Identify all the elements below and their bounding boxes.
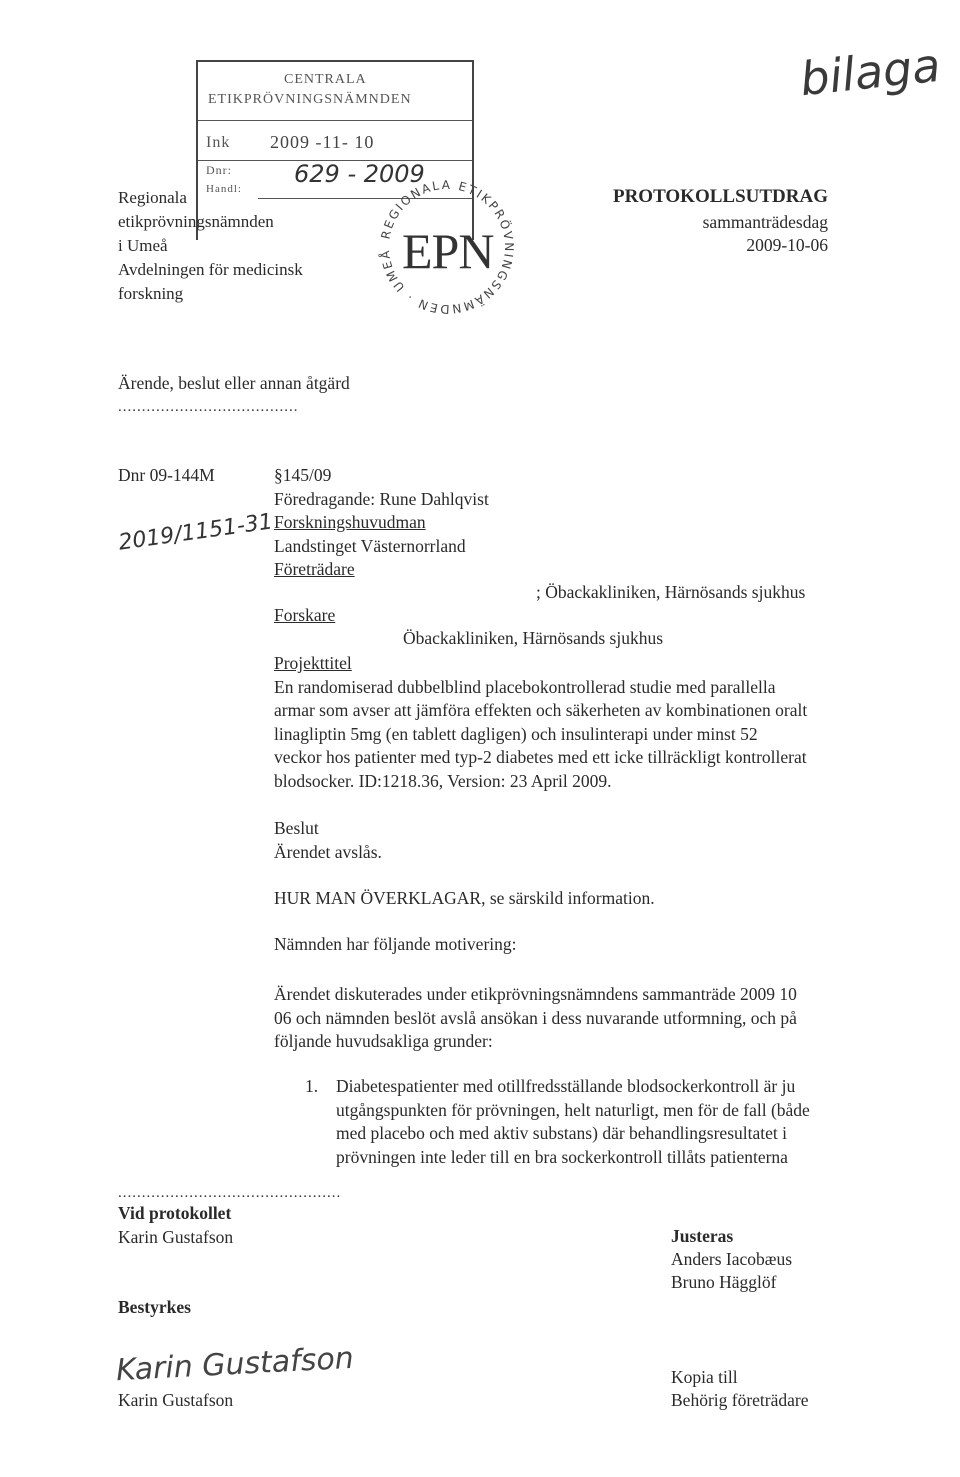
stamp-dnr-value: 629 - 2009 (294, 160, 425, 188)
svg-text:REGIONALA ETIKPRÖVNINGSNÄMNDEN: REGIONALA ETIKPRÖVNINGSNÄMNDEN · UMEÅ (377, 177, 517, 317)
stamp-ink-label: Ink (206, 134, 231, 151)
item-line: med placebo och med aktiv substans) där behandlingsresultatet i (336, 1123, 787, 1143)
sender-line: Regionala (118, 188, 187, 207)
project-title-line: En randomiserad dubbelblind placebokontrollerad studie med parallella (274, 676, 776, 697)
meeting-label: sammanträdesdag (702, 212, 828, 232)
item-line: Diabetespatienter med otillfredsställande blodsockerkontroll är ju (336, 1076, 796, 1096)
copy-to: Behörig företrädare (671, 1390, 809, 1410)
protocol-label: Vid protokollet (118, 1203, 232, 1223)
paragraph-number: §145/09 (274, 465, 332, 485)
motivation-line: 06 och nämnden beslöt avslå ansökan i dess nuvarande utformning, och på (274, 1007, 797, 1028)
appeal-info: HUR MAN ÖVERKLAGAR, se särskild information. (274, 888, 655, 908)
verified-name: Anders Iacobæus (671, 1249, 793, 1269)
signature-name: Karin Gustafson (118, 1390, 234, 1410)
sender-line: Avdelningen för medicinsk (118, 260, 303, 279)
sender-block (118, 186, 303, 306)
verified-label: Justeras (671, 1226, 734, 1246)
representative-label: Företrädare (274, 559, 355, 579)
decision-label: Beslut (274, 818, 319, 838)
document-title: PROTOKOLLSUTDRAG (612, 186, 828, 207)
stamp-ink-date: 2009 -11- 10 (270, 132, 375, 152)
sender-line: i Umeå (118, 236, 168, 255)
presenter: Föredragande: Rune Dahlqvist (274, 488, 489, 509)
researcher: Öbackakliniken, Härnösands sjukhus (403, 628, 664, 648)
epn-seal (372, 172, 522, 322)
motivation-line: Ärendet diskuterades under etikprövningsnämndens sammanträde 2009 10 (274, 984, 797, 1004)
case-body (274, 464, 489, 582)
footer-dotted-rule: ............................................... (118, 1185, 342, 1201)
principal-label: Forskningshuvudman (274, 512, 426, 532)
sender-line: etikprövningsnämnden (118, 212, 274, 231)
project-title-line: armar som avser att jämföra effekten och säkerheten av kombinationen oralt (274, 700, 808, 720)
principal: Landstinget Västernorrland (274, 535, 466, 556)
stamp-line1: CENTRALA (284, 72, 367, 87)
item-block (336, 1075, 810, 1169)
dotted-rule: ...................................... (118, 399, 299, 415)
dnr-number: Dnr 09-144M (118, 465, 215, 485)
signature: Karin Gustafson (115, 1340, 355, 1389)
project-title-line: linagliptin 5mg (en tablett dagligen) och insulinterapi under minst 52 (274, 723, 758, 744)
decision-block (274, 817, 382, 864)
motivation-intro: Nämnden har följande motivering: (274, 934, 517, 954)
project-title-label: Projekttitel (274, 653, 352, 673)
representative: ; Öbackakliniken, Härnösands sjukhus (536, 582, 806, 602)
stamp-handl-label: Handl: (206, 183, 242, 195)
stamp-dnr-label: Dnr: (206, 163, 232, 177)
section-heading: Ärende, beslut eller annan åtgärd (118, 373, 350, 393)
project-block (274, 652, 807, 793)
motivation-line: följande huvudsakliga grunder: (274, 1031, 493, 1051)
decision: Ärendet avslås. (274, 841, 382, 862)
handwritten-reference: 2019/1151-31 (117, 509, 275, 556)
seal-text: EPN (402, 223, 494, 279)
handwritten-bilaga: bilaga (797, 37, 943, 107)
item-number: 1. (305, 1076, 319, 1096)
project-title-line: veckor hos patienter med typ-2 diabetes med ett icke tillräckligt kontrollerat (274, 747, 807, 767)
project-title-line: blodsocker. ID:1218.36, Version: 23 April 2009. (274, 770, 612, 791)
copy-label: Kopia till (671, 1367, 738, 1387)
researcher-label: Forskare (274, 605, 336, 625)
item-line: utgångspunkten för prövningen, helt naturligt, men för de fall (både (336, 1099, 810, 1120)
meeting-date: 2009-10-06 (746, 235, 828, 255)
sender-line: forskning (118, 284, 184, 303)
verified-name: Bruno Hägglöf (671, 1272, 777, 1292)
stamp-line2: ETIKPRÖVNINGSNÄMNDEN (208, 92, 412, 107)
item-line: prövningen inte leder till en bra sockerkontroll tillåts patienterna (336, 1146, 788, 1167)
protocol-name: Karin Gustafson (118, 1227, 234, 1247)
motivation-block (274, 983, 797, 1054)
certified-label: Bestyrkes (118, 1297, 191, 1317)
